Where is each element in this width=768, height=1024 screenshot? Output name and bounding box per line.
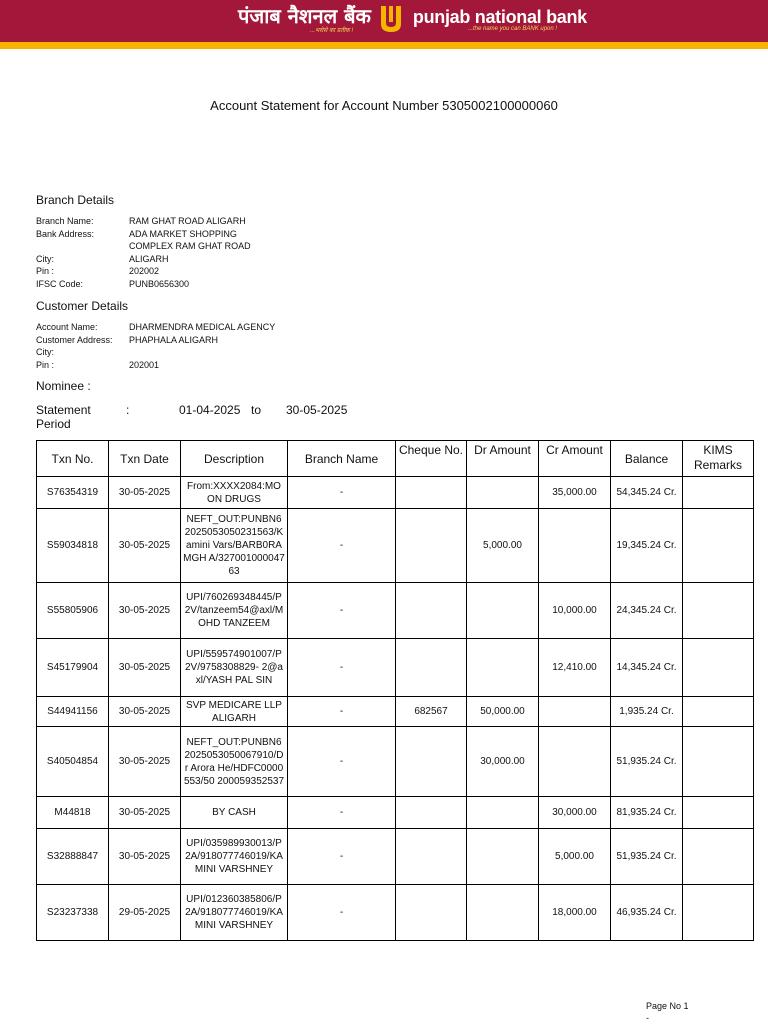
cr-amount-cell: 10,000.00	[539, 583, 611, 639]
branch-name-cell: -	[288, 509, 396, 583]
field-value: ADA MARKET SHOPPING COMPLEX RAM GHAT ROAD	[129, 228, 251, 251]
col-header-cheque-no: Cheque No.	[396, 441, 467, 477]
dr-amount-cell: 5,000.00	[467, 509, 539, 583]
description-cell: BY CASH	[181, 797, 288, 829]
field-label: Pin :	[36, 266, 55, 276]
branch-name-row	[36, 215, 251, 228]
page-number-label: Page No 1	[646, 1001, 689, 1011]
table-row	[37, 797, 754, 829]
city-row	[36, 346, 275, 359]
col-header-kims-remarks: KIMS Remarks	[683, 441, 754, 477]
txn-no-cell: S32888847	[37, 829, 109, 885]
field-label: IFSC Code:	[36, 278, 84, 289]
balance-cell: 24,345.24 Cr.	[611, 583, 683, 639]
txn-date-cell: 30-05-2025	[109, 477, 181, 509]
period-from: 01-04-2025	[179, 403, 241, 417]
cheque-no-cell	[396, 885, 467, 941]
balance-cell: 54,345.24 Cr.	[611, 477, 683, 509]
table-row	[37, 477, 754, 509]
statement-title: Account Statement for Account Number 5305002100000060	[210, 98, 558, 113]
branch-name-cell: -	[288, 829, 396, 885]
col-header-dr-amount: Dr Amount	[467, 441, 539, 477]
header-stripe	[0, 42, 768, 49]
period-to: 30-05-2025	[286, 403, 348, 417]
dr-amount-cell	[467, 583, 539, 639]
period-label: Statement Period	[36, 403, 91, 431]
table-row	[37, 829, 754, 885]
col-header-cr-amount: Cr Amount	[539, 441, 611, 477]
kims-remarks-cell	[683, 885, 754, 941]
description-cell: UPI/012360385806/P 2A/918077746019/KA MINI VARSHNEY	[181, 885, 288, 941]
branch-details-heading: Branch Details	[36, 193, 115, 207]
txn-date-cell: 30-05-2025	[109, 583, 181, 639]
bank-header-banner	[0, 0, 768, 42]
branch-name-cell: -	[288, 727, 396, 797]
table-row	[37, 509, 754, 583]
txn-date-cell: 30-05-2025	[109, 727, 181, 797]
balance-cell: 51,935.24 Cr.	[611, 727, 683, 797]
kims-remarks-cell	[683, 509, 754, 583]
customer-address-row	[36, 334, 275, 347]
txn-date-cell: 30-05-2025	[109, 697, 181, 727]
customer-details-heading: Customer Details	[36, 299, 129, 313]
cheque-no-cell	[396, 509, 467, 583]
col-header-description: Description	[181, 441, 288, 477]
description-cell: UPI/035989930013/P 2A/918077746019/KA MINI VARSHNEY	[181, 829, 288, 885]
field-label: Account Name:	[36, 322, 98, 332]
cr-amount-cell	[539, 509, 611, 583]
field-label: City:	[36, 253, 54, 264]
branch-name-cell: -	[288, 583, 396, 639]
kims-remarks-cell	[683, 477, 754, 509]
branch-name-cell: -	[288, 697, 396, 727]
col-header-balance: Balance	[611, 441, 683, 477]
bank-tagline-english: ...the name you can BANK upon !	[468, 26, 558, 32]
txn-no-cell: S59034818	[37, 509, 109, 583]
cr-amount-cell: 5,000.00	[539, 829, 611, 885]
cheque-no-cell	[396, 829, 467, 885]
txn-no-cell: S40504854	[37, 727, 109, 797]
cheque-no-cell: 682567	[396, 697, 467, 727]
bank-tagline-hindi: ...भरोसे का प्रतीक !	[310, 28, 354, 34]
balance-cell: 1,935.24 Cr.	[611, 697, 683, 727]
kims-remarks-cell	[683, 797, 754, 829]
cheque-no-cell	[396, 477, 467, 509]
cheque-no-cell	[396, 797, 467, 829]
description-cell: NEFT_OUT:PUNBN6 2025053050231563/K amini Vars/BARB0RAMGH A/32700100004763	[181, 509, 288, 583]
dr-amount-cell	[467, 885, 539, 941]
field-value: 202001	[129, 359, 160, 370]
txn-date-cell: 30-05-2025	[109, 509, 181, 583]
pin-row	[36, 359, 275, 372]
branch-name-cell: -	[288, 885, 396, 941]
city-row	[36, 253, 251, 266]
field-value: RAM GHAT ROAD ALIGARH	[129, 216, 246, 226]
txn-no-cell: M44818	[37, 797, 109, 829]
customer-details	[36, 321, 275, 371]
description-cell: From:XXXX2084:MO ON DRUGS	[181, 477, 288, 509]
col-header-txn-no: Txn No.	[37, 441, 109, 477]
field-label: Branch Name:	[36, 216, 94, 226]
table-row	[37, 885, 754, 941]
bank-address-row	[36, 228, 251, 253]
balance-cell: 14,345.24 Cr.	[611, 639, 683, 697]
txn-no-cell: S44941156	[37, 697, 109, 727]
dr-amount-cell	[467, 477, 539, 509]
col-header-txn-date: Txn Date	[109, 441, 181, 477]
pin-row	[36, 265, 251, 278]
bank-name-hindi: पंजाब नैशनल बैंक	[238, 4, 371, 28]
field-value: PUNB0656300	[129, 278, 190, 289]
field-label: Customer Address:	[36, 334, 113, 345]
branch-name-cell: -	[288, 477, 396, 509]
txn-date-cell: 30-05-2025	[109, 829, 181, 885]
txn-date-cell: 29-05-2025	[109, 885, 181, 941]
table-row	[37, 639, 754, 697]
page-number-dash: -	[646, 1013, 649, 1023]
account-name-row	[36, 321, 275, 334]
cr-amount-cell: 30,000.00	[539, 797, 611, 829]
balance-cell: 51,935.24 Cr.	[611, 829, 683, 885]
cr-amount-cell: 12,410.00	[539, 639, 611, 697]
cr-amount-cell: 35,000.00	[539, 477, 611, 509]
kims-remarks-cell	[683, 727, 754, 797]
cheque-no-cell	[396, 727, 467, 797]
cr-amount-cell	[539, 727, 611, 797]
transactions-table	[36, 440, 754, 941]
table-row	[37, 583, 754, 639]
col-header-branch-name: Branch Name	[288, 441, 396, 477]
kims-remarks-cell	[683, 697, 754, 727]
cr-amount-cell	[539, 697, 611, 727]
cheque-no-cell	[396, 639, 467, 697]
bank-name-english: punjab national bank	[412, 7, 587, 27]
txn-no-cell: S45179904	[37, 639, 109, 697]
branch-name-cell: -	[288, 797, 396, 829]
period-to-word: to	[251, 403, 262, 417]
kims-remarks-cell	[683, 639, 754, 697]
balance-cell: 46,935.24 Cr.	[611, 885, 683, 941]
txn-date-cell: 30-05-2025	[109, 639, 181, 697]
dr-amount-cell	[467, 639, 539, 697]
field-value: 202002	[129, 266, 160, 276]
dr-amount-cell: 50,000.00	[467, 697, 539, 727]
description-cell: NEFT_OUT:PUNBN6 2025053050067910/D r Arora He/HDFC0000553/50 200059352537	[181, 727, 288, 797]
dr-amount-cell: 30,000.00	[467, 727, 539, 797]
txn-no-cell: S23237338	[37, 885, 109, 941]
page-number	[646, 1000, 689, 1024]
field-value: DHARMENDRA MEDICAL AGENCY	[129, 322, 276, 332]
branch-name-cell: -	[288, 639, 396, 697]
kims-remarks-cell	[683, 829, 754, 885]
bank-logo	[238, 2, 587, 40]
field-label: City:	[36, 347, 54, 357]
table-row	[37, 697, 754, 727]
description-cell: SVP MEDICARE LLP ALIGARH	[181, 697, 288, 727]
field-label: Bank Address:	[36, 228, 95, 239]
ifsc-row	[36, 278, 251, 291]
table-row	[37, 727, 754, 797]
period-colon: :	[126, 403, 130, 417]
statement-period	[36, 403, 347, 431]
field-value: PHAPHALA ALIGARH	[129, 334, 219, 345]
kims-remarks-cell	[683, 583, 754, 639]
branch-details	[36, 215, 251, 290]
txn-no-cell: S76354319	[37, 477, 109, 509]
nominee-label: Nominee :	[36, 379, 91, 393]
cheque-no-cell	[396, 583, 467, 639]
txn-no-cell: S55805906	[37, 583, 109, 639]
description-cell: UPI/559574901007/P 2V/9758308829- 2@axl/YASH PAL SIN	[181, 639, 288, 697]
dr-amount-cell	[467, 829, 539, 885]
dr-amount-cell	[467, 797, 539, 829]
field-value: ALIGARH	[129, 253, 169, 264]
txn-date-cell: 30-05-2025	[109, 797, 181, 829]
pnb-emblem-icon	[377, 4, 405, 34]
description-cell: UPI/760269348445/P 2V/tanzeem54@axl/M OHD TANZEEM	[181, 583, 288, 639]
cr-amount-cell: 18,000.00	[539, 885, 611, 941]
table-header-row	[37, 441, 754, 477]
field-label: Pin :	[36, 359, 55, 370]
balance-cell: 81,935.24 Cr.	[611, 797, 683, 829]
balance-cell: 19,345.24 Cr.	[611, 509, 683, 583]
